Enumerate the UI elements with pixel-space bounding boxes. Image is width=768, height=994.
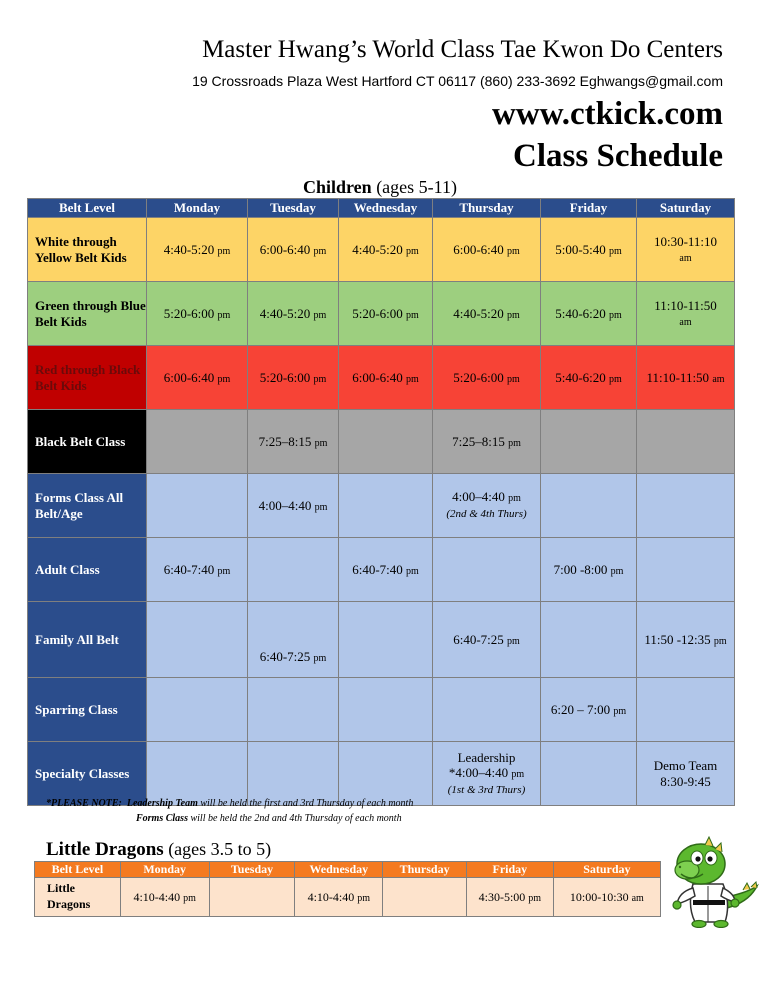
time-cell: 7:25–8:15 pm — [433, 410, 541, 474]
time-cell — [339, 602, 433, 678]
note-leadership: *PLEASE NOTE: Leadership Team will be held the first and 3rd Thursday of each month — [46, 798, 414, 809]
time-cell: 4:00–4:40 pm — [248, 474, 339, 538]
time-cell: 4:30-5:00 pm — [466, 878, 553, 917]
time-cell: 4:40-5:20 pm — [248, 282, 339, 346]
belt-level: Specialty Classes — [28, 742, 147, 806]
col-header: Friday — [541, 199, 637, 218]
table-row — [28, 218, 735, 282]
time-cell — [147, 410, 248, 474]
time-cell — [383, 878, 467, 917]
time-cell — [637, 410, 735, 474]
time-cell: 4:40-5:20 pm — [339, 218, 433, 282]
time-cell — [248, 678, 339, 742]
time-cell: 6:40-7:40 pm — [339, 538, 433, 602]
col-header: Belt Level — [28, 199, 147, 218]
time-cell: 6:20 – 7:00 pm — [541, 678, 637, 742]
table-row — [28, 346, 735, 410]
col-header: Wednesday — [339, 199, 433, 218]
thursday-note: (1st & 3rd Thurs) — [447, 784, 526, 797]
website[interactable]: www.ctkick.com — [492, 96, 723, 132]
col-header: Monday — [120, 862, 209, 878]
time-cell: 4:10-4:40 pm — [295, 878, 383, 917]
time-cell: 10:00-10:30 am — [553, 878, 660, 917]
time-cell: 4:40-5:20 pm — [147, 218, 248, 282]
time-cell — [637, 678, 735, 742]
time-cell: 7:00 -8:00 pm — [541, 538, 637, 602]
time-cell: 6:00-6:40 pm — [433, 218, 541, 282]
col-header: Wednesday — [295, 862, 383, 878]
time-cell — [248, 538, 339, 602]
time-cell: 5:20-6:00 pm — [433, 346, 541, 410]
belt-level: Family All Belt — [28, 602, 147, 678]
little-dragons-table — [34, 861, 661, 917]
time-cell — [541, 474, 637, 538]
col-header: Thursday — [383, 862, 467, 878]
time-cell — [147, 678, 248, 742]
little-dragons-section-label — [46, 839, 271, 861]
time-cell — [209, 878, 295, 917]
time-cell: 4:40-5:20 pm — [433, 282, 541, 346]
time-cell: 4:10-4:40 pm — [120, 878, 209, 917]
time-cell — [339, 678, 433, 742]
belt-level: Forms Class All Belt/Age — [28, 474, 147, 538]
table-row — [28, 602, 735, 678]
belt-level: Little Dragons — [35, 878, 121, 917]
little-dragons-label: Little Dragons — [46, 839, 164, 860]
time-cell: Demo Team 8:30-9:45 — [637, 742, 735, 806]
children-section-label — [303, 177, 457, 198]
children-ages: (ages 5-11) — [376, 177, 457, 197]
col-header: Saturday — [553, 862, 660, 878]
time-cell — [339, 474, 433, 538]
belt-level: Adult Class — [28, 538, 147, 602]
table-row — [28, 474, 735, 538]
time-cell: 5:20-6:00 pm — [147, 282, 248, 346]
time-cell — [541, 742, 637, 806]
time-cell: 4:00–4:40 pm (2nd & 4th Thurs) — [433, 474, 541, 538]
time-cell: 5:00-5:40 pm — [541, 218, 637, 282]
thursday-note: (2nd & 4th Thurs) — [446, 508, 527, 521]
belt-level: Sparring Class — [28, 678, 147, 742]
time-cell — [433, 538, 541, 602]
table-row — [28, 742, 735, 806]
time-cell: 11:50 -12:35 pm — [637, 602, 735, 678]
table-row — [28, 282, 735, 346]
time-cell: 5:40-6:20 pm — [541, 282, 637, 346]
time-cell — [541, 410, 637, 474]
col-header: Belt Level — [35, 862, 121, 878]
time-cell — [433, 678, 541, 742]
col-header: Tuesday — [209, 862, 295, 878]
time-cell: 6:00-6:40 pm — [339, 346, 433, 410]
address-line: 19 Crossroads Plaza West Hartford CT 06117 (860) 233-3692 Eghwangs@gmail.com — [192, 73, 723, 89]
time-cell — [147, 474, 248, 538]
time-cell: 5:20-6:00 pm — [248, 346, 339, 410]
col-header: Monday — [147, 199, 248, 218]
table-row — [28, 678, 735, 742]
time-cell — [339, 410, 433, 474]
table-row — [28, 410, 735, 474]
note-forms: Forms Class will be held the 2nd and 4th Thursday of each month — [136, 813, 402, 824]
time-cell: 6:00-6:40 pm — [248, 218, 339, 282]
time-cell: 6:40-7:40 pm — [147, 538, 248, 602]
time-cell — [637, 474, 735, 538]
time-cell — [541, 602, 637, 678]
belt-level: White through Yellow Belt Kids — [28, 218, 147, 282]
col-header: Friday — [466, 862, 553, 878]
time-cell — [339, 742, 433, 806]
col-header: Saturday — [637, 199, 735, 218]
time-cell: 5:40-6:20 pm — [541, 346, 637, 410]
dragon-mascot-icon — [665, 836, 760, 928]
time-cell — [637, 538, 735, 602]
page-title: Master Hwang’s World Class Tae Kwon Do Centers — [202, 36, 723, 63]
table-row — [35, 878, 661, 917]
time-cell — [147, 602, 248, 678]
time-cell: Leadership *4:00–4:40 pm (1st & 3rd Thurs) — [433, 742, 541, 806]
time-cell: 7:25–8:15 pm — [248, 410, 339, 474]
col-header: Tuesday — [248, 199, 339, 218]
time-cell: 6:40-7:25 pm — [248, 602, 339, 678]
belt-level: Red through Black Belt Kids — [28, 346, 147, 410]
children-label: Children — [303, 177, 372, 197]
schedule-title: Class Schedule — [513, 138, 723, 174]
little-dragons-ages: (ages 3.5 to 5) — [168, 839, 272, 859]
table-row — [28, 538, 735, 602]
time-cell: 10:30-11:10 am — [637, 218, 735, 282]
children-schedule-table — [27, 198, 735, 806]
time-cell: 5:20-6:00 pm — [339, 282, 433, 346]
table-header-row — [28, 199, 735, 218]
time-cell: 11:10-11:50 am — [637, 346, 735, 410]
belt-level: Black Belt Class — [28, 410, 147, 474]
time-cell: 6:00-6:40 pm — [147, 346, 248, 410]
belt-level: Green through Blue Belt Kids — [28, 282, 147, 346]
time-cell — [147, 742, 248, 806]
col-header: Thursday — [433, 199, 541, 218]
time-cell — [248, 742, 339, 806]
time-cell: 6:40-7:25 pm — [433, 602, 541, 678]
time-cell: 11:10-11:50 am — [637, 282, 735, 346]
table-header-row — [35, 862, 661, 878]
